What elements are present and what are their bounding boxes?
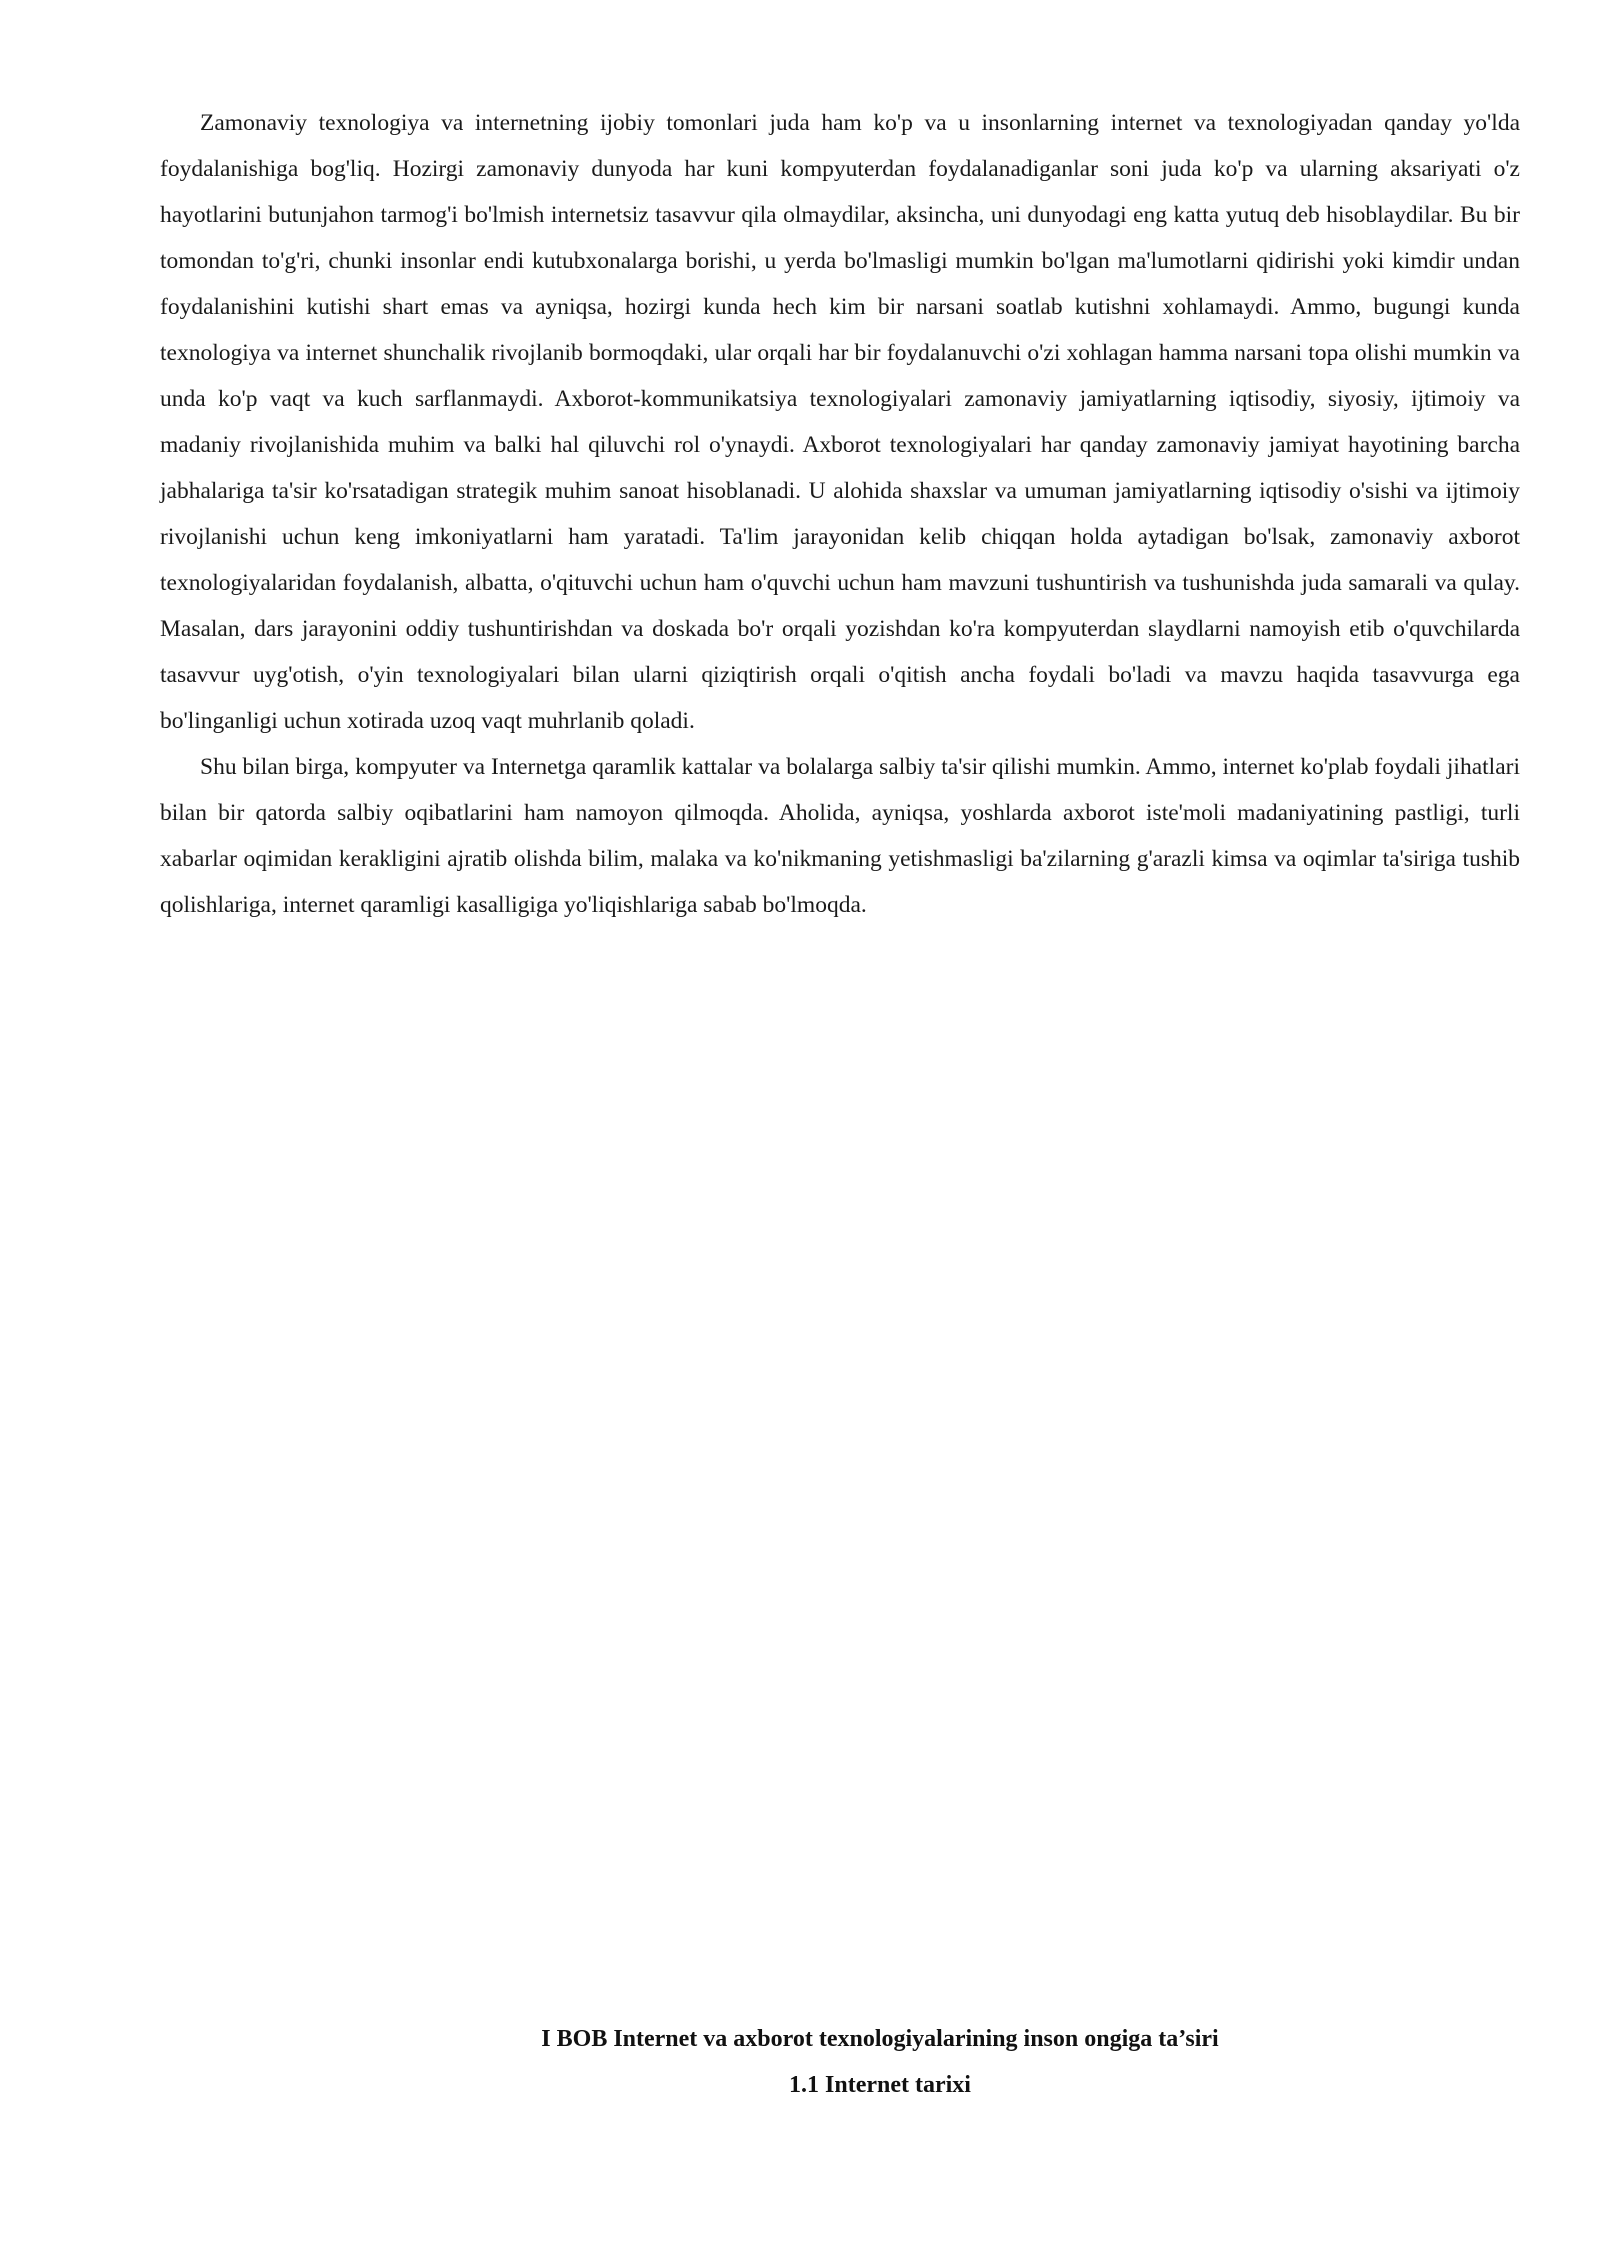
headings-block xyxy=(160,2016,1600,2108)
paragraph-1: Zamonaviy texnologiya va internetning ijobiy tomonlari juda ham ko'p va u insonlarning internet va texnologiyadan qanday yo'lda foydalanishiga bog'liq. Hozirgi zamonaviy dunyoda har kuni kompyuterdan foydalanadiganlar soni juda ko'p va ularning aksariyati o'z hayotlarini butunjahon tarmog'i bo'lmish internetsiz tasavvur qila olmaydilar, aksincha, uni dunyodagi eng katta yutuq deb hisoblaydilar. Bu bir tomondan to'g'ri, chunki insonlar endi kutubxonalarga borishi, u yerda bo'lmasligi mumkin bo'lgan ma'lumotlarni qidirishi yoki kimdir undan foydalanishini kutishi shart emas va ayniqsa, hozirgi kunda hech kim bir narsani soatlab kutishni xohlamaydi. Ammo, bugungi kunda texnologiya va internet shunchalik rivojlanib bormoqdaki, ular orqali har bir foydalanuvchi o'zi xohlagan hamma narsani topa olishi mumkin va unda ko'p vaqt va kuch sarflanmaydi. Axborot-kommunikatsiya texnologiyalari zamonaviy jamiyatlarning iqtisodiy, siyosiy, ijtimoiy va madaniy rivojlanishida muhim va balki hal qiluvchi rol o'ynaydi. Axborot texnologiyalari har qanday zamonaviy jamiyat hayotining barcha jabhalariga ta'sir ko'rsatadigan strategik muhim sanoat hisoblanadi. U alohida shaxslar va umuman jamiyatlarning iqtisodiy o'sishi va ijtimoiy rivojlanishi uchun keng imkoniyatlarni ham yaratadi. Ta'lim jarayonidan kelib chiqqan holda aytadigan bo'lsak, zamonaviy axborot texnologiyalaridan foydalanish, albatta, o'qituvchi uchun ham o'quvchi uchun ham mavzuni tushuntirish va tushunishda juda samarali va qulay. Masalan, dars jarayonini oddiy tushuntirishdan va doskada bo'r orqali yozishdan ko'ra kompyuterdan slaydlarni namoyish etib o'quvchilarda tasavvur uyg'otish, o'yin texnologiyalari bilan ularni qiziqtirish orqali o'qitish ancha foydali bo'ladi va mavzu haqida tasavvurga ega bo'linganligi uchun xotirada uzoq vaqt muhrlanib qoladi. xyxy=(160,110,1520,734)
chapter-heading: I BOB Internet va axborot texnologiyalarining inson ongiga ta’siri xyxy=(541,2026,1219,2052)
body-text xyxy=(160,100,1520,928)
section-heading: 1.1 Internet tarixi xyxy=(789,2072,971,2098)
paragraph-2: Shu bilan birga, kompyuter va Internetga qaramlik kattalar va bolalarga salbiy ta'sir qilishi mumkin. Ammo, internet ko'plab foydali jihatlari bilan bir qatorda salbiy oqibatlarini ham namoyon qilmoqda. Aholida, ayniqsa, yoshlarda axborot iste'moli madaniyatining pastligi, turli xabarlar oqimidan kerakligini ajratib olishda bilim, malaka va ko'nikmaning yetishmasligi ba'zilarning g'arazli kimsa va oqimlar ta'siriga tushib qolishlariga, internet qaramligi kasalligiga yo'liqishlariga sabab bo'lmoqda. xyxy=(160,754,1520,918)
